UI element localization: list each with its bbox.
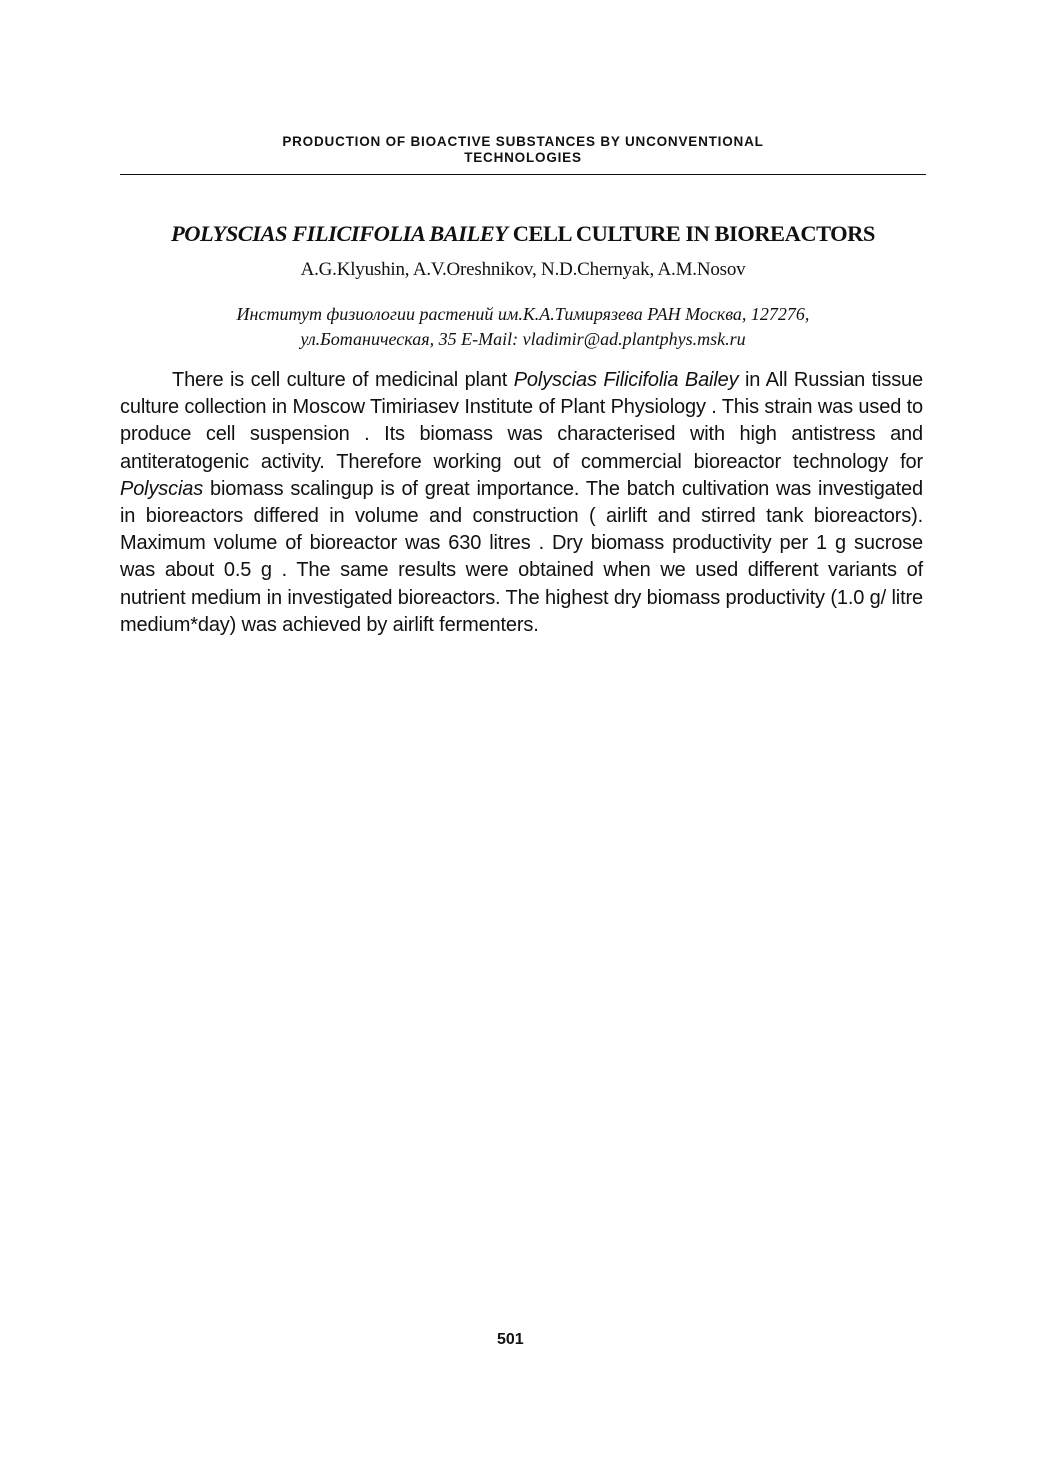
affiliation-line-2: ул.Ботаническая, 35 E-Mail: vladimir@ad.plantphys.msk.ru (300, 329, 746, 349)
abstract-text-2: in All Russian tissue culture collection in Moscow Timiriasev Institute of Plant Physiology . This strain was used to produce cell suspension . Its biomass was characterised with high antistress and antiteratogenic activity. Therefore working out of commercial bioreactor technology for (120, 369, 923, 473)
abstract-paragraph (120, 367, 923, 639)
affiliation (120, 302, 926, 352)
abstract-species-name: Polyscias Filicifolia Bailey (513, 369, 739, 391)
page-number: 501 (497, 1331, 524, 1348)
header-rule (120, 174, 926, 175)
paper-title (120, 220, 926, 248)
title-text: CELL CULTURE IN BIOREACTORS (507, 221, 875, 246)
abstract-text-1: There is cell culture of medicinal plant (172, 369, 514, 391)
abstract-genus-name: Polyscias (120, 477, 204, 500)
running-header (120, 134, 926, 166)
running-header-line-1: PRODUCTION OF BIOACTIVE SUBSTANCES BY UNCONVENTIONAL (282, 134, 764, 149)
running-header-line-2: TECHNOLOGIES (464, 150, 582, 165)
affiliation-line-1: Институт физиологии растений им.К.А.Тимирязева РАН Москва, 127276, (236, 304, 810, 324)
title-species-name: POLYSCIAS FILICIFOLIA BAILEY (171, 221, 508, 246)
author-list: A.G.Klyushin, A.V.Oreshnikov, N.D.Chernyak, A.M.Nosov (300, 259, 746, 280)
abstract-text-3: biomass scalingup is of great importance. The batch cultivation was investigated in bioreactors differed in volume and construction ( airlift and stirred tank bioreactors). Maximum volume of bioreactor was 630 litres . Dry biomass productivity per 1 g sucrose was about 0.5 g . The same results were obtained when we used different variants of nutrient medium in investigated bioreactors. The highest dry biomass productivity (1.0 g/ litre medium*day) was achieved by airlift fermenters. (120, 477, 923, 636)
